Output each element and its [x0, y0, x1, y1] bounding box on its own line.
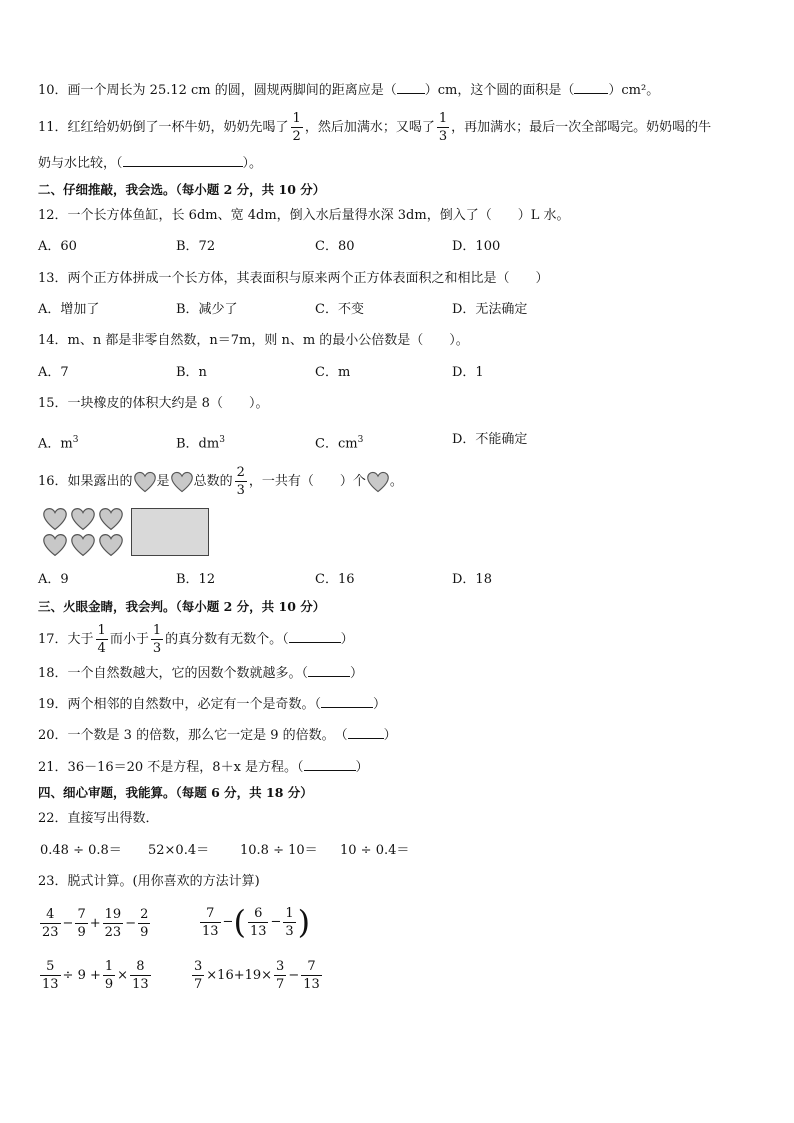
option-c[interactable]: C．m: [315, 365, 351, 380]
option-c[interactable]: C．不变: [315, 302, 364, 317]
calc-item: 10.8 ÷ 10＝: [240, 843, 318, 858]
option-a[interactable]: A．60: [38, 239, 77, 254]
question-22: 22．直接写出得数．: [38, 811, 159, 826]
question-17: 17．大于 $\frac{1}{4}$ 而小于 $\frac{1}{3}$ 的真分数有无数个。（ ）: [38, 623, 354, 656]
heart-icon: [133, 471, 157, 493]
hearts-figure: [42, 507, 126, 557]
question-20: 20．一个数是 3 的倍数，那么它一定是 9 的倍数。 （ ）: [38, 728, 397, 743]
option-b[interactable]: B．减少了: [176, 302, 238, 317]
option-b[interactable]: B．n: [176, 365, 207, 380]
question-11: 11．红红给奶奶倒了一杯牛奶，奶奶先喝了 $\frac{1}{2}$ ，然后加满水；又喝了 $\frac{1}{3}$ ，再加满水；最后一次全部喝完。奶奶喝的牛: [38, 111, 712, 144]
heart-icon: [170, 471, 194, 493]
heart-icon: [42, 533, 68, 557]
calc-item: 10 ÷ 0.4＝: [340, 843, 410, 858]
option-a[interactable]: A．$m^3$: [38, 435, 79, 452]
section-3-heading: 三、火眼金睛，我会判。（每小题 2 分，共 10 分）: [38, 599, 326, 614]
expression-4: $\frac{3}{7}$ ×16+19× $\frac{3}{7}$ − $\frac{7}{13}$: [194, 959, 320, 992]
option-b[interactable]: B．$dm^3$: [176, 435, 225, 452]
answer-blank[interactable]: [304, 758, 356, 771]
option-d[interactable]: D．不能确定: [452, 432, 528, 447]
fraction: $\frac{1}{2}$: [292, 111, 301, 144]
section-4-heading: 四、细心审题，我能算。（每题 6 分，共 18 分）: [38, 785, 313, 800]
calc-item: 0.48 ÷ 0.8＝: [40, 843, 122, 858]
heart-icon: [366, 471, 390, 493]
fraction: $\frac{1}{3}$: [152, 623, 162, 656]
option-d[interactable]: D．无法确定: [452, 302, 528, 317]
covered-box: [131, 508, 209, 556]
question-11-line2: 奶与水比较，（ ）。: [38, 156, 263, 171]
question-16: 16．如果露出的 是 总数的 $\frac{2}{3}$ ，一共有（ ）个 。: [38, 465, 403, 498]
option-d[interactable]: D．100: [452, 239, 501, 254]
option-a[interactable]: A．增加了: [38, 302, 100, 317]
question-15: 15．一块橡皮的体积大约是 8（ ）。: [38, 396, 269, 411]
option-d[interactable]: D．1: [452, 365, 484, 380]
section-2-heading: 二、仔细推敲，我会选。（每小题 2 分，共 10 分）: [38, 182, 326, 197]
option-c[interactable]: C．16: [315, 572, 355, 587]
question-10: 10．画一个周长为 25.12 cm 的圆，圆规两脚间的距离应是（ ）cm，这个圆的面积是（ ）cm²。: [38, 83, 660, 98]
question-23: 23．脱式计算。(用你喜欢的方法计算): [38, 874, 260, 889]
heart-icon: [42, 507, 68, 531]
question-12: 12．一个长方体鱼缸，长 6dm、宽 4dm，倒入水后量得水深 3dm，倒入了（ ）L 水。: [38, 208, 570, 223]
question-18: 18．一个自然数越大，它的因数个数就越多。（ ）: [38, 666, 364, 681]
answer-blank[interactable]: [308, 664, 350, 677]
option-c[interactable]: C．80: [315, 239, 355, 254]
option-b[interactable]: B．72: [176, 239, 216, 254]
expression-1: $\frac{4}{23}$ − $\frac{7}{9}$ + $\frac{19}{23}$ − $\frac{2}{9}$: [42, 907, 149, 940]
question-19: 19．两个相邻的自然数中，必定有一个是奇数。（ ）: [38, 697, 387, 712]
fraction: $\frac{1}{4}$: [97, 623, 106, 656]
option-a[interactable]: A．9: [38, 572, 69, 587]
option-a[interactable]: A．7: [38, 365, 69, 380]
question-14: 14．m、n 都是非零自然数，n＝7m，则 n、m 的最小公倍数是（ ）。: [38, 333, 469, 348]
answer-blank[interactable]: [397, 81, 425, 94]
heart-icon: [70, 533, 96, 557]
option-c[interactable]: C．$cm^3$: [315, 435, 364, 452]
fraction: $\frac{2}{3}$: [236, 465, 245, 498]
fraction: $\frac{1}{3}$: [438, 111, 448, 144]
answer-blank[interactable]: [574, 81, 608, 94]
question-21: 21．36－16＝20 不是方程，8＋x 是方程。（ ）: [38, 760, 369, 775]
option-d[interactable]: D．18: [452, 572, 492, 587]
option-b[interactable]: B．12: [176, 572, 216, 587]
heart-icon: [98, 533, 124, 557]
expression-3: $\frac{5}{13}$ ÷ 9 + $\frac{1}{9}$ × $\frac{8}{13}$: [42, 959, 149, 992]
answer-blank[interactable]: [289, 630, 341, 643]
expression-2: $\frac{7}{13}$ −( $\frac{6}{13}$ − $\frac{1}{3}$ ): [202, 903, 311, 941]
calc-item: 52×0.4＝: [148, 843, 210, 858]
heart-icon: [98, 507, 124, 531]
answer-blank[interactable]: [321, 695, 373, 708]
answer-blank[interactable]: [348, 726, 384, 739]
answer-blank[interactable]: [123, 154, 243, 167]
question-13: 13．两个正方体拼成一个长方体，其表面积与原来两个正方体表面积之和相比是（ ）: [38, 271, 549, 286]
heart-icon: [70, 507, 96, 531]
